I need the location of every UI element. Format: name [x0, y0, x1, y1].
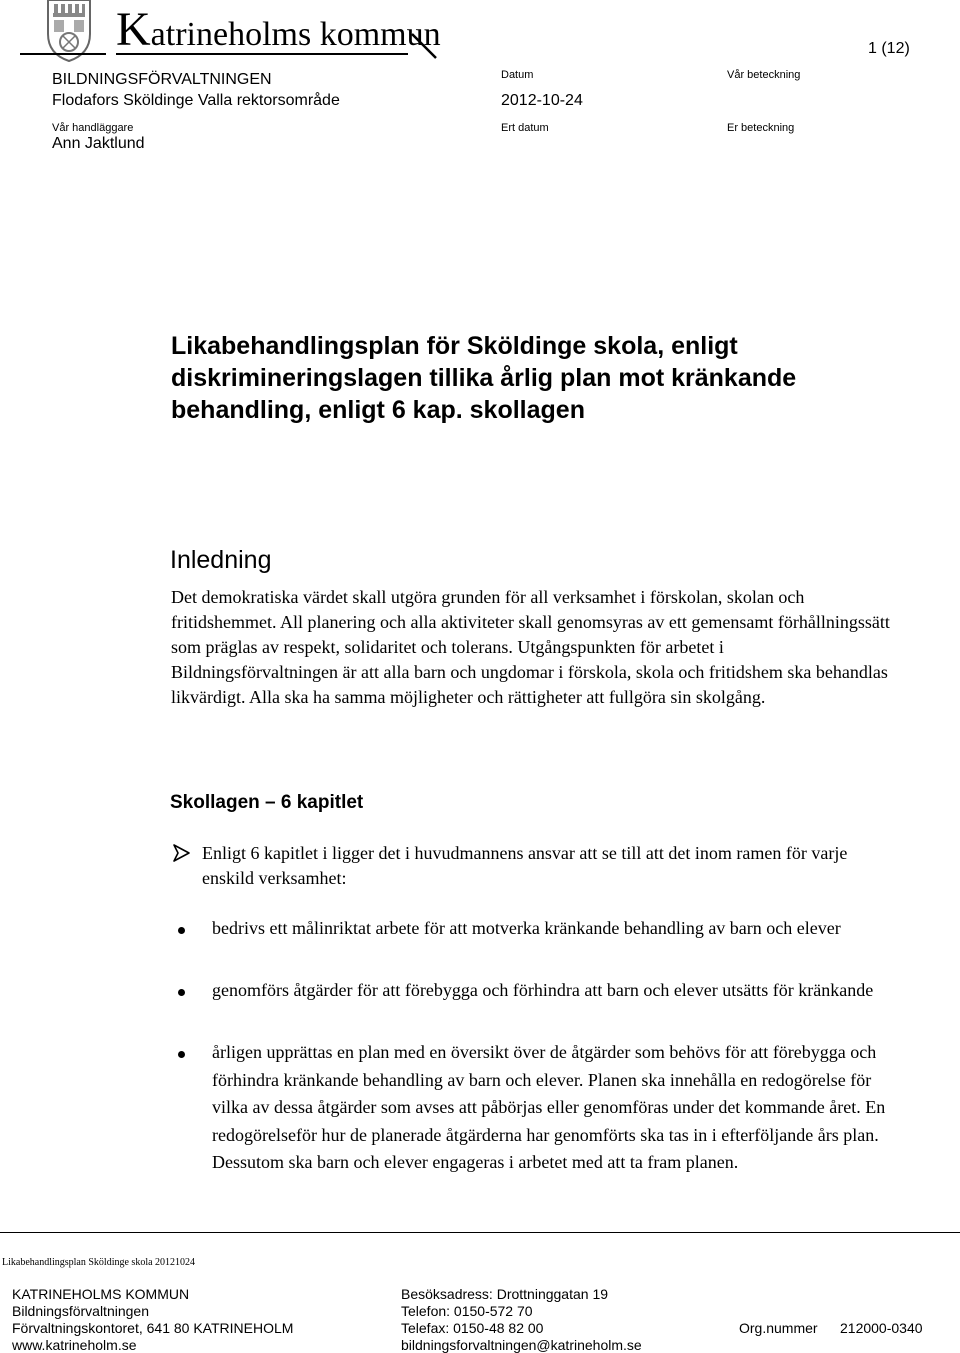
- page-number: 1 (12): [868, 40, 910, 57]
- bullet-item-1: bedrivs ett målinriktat arbete för att motverka kränkande behandling av barn och elever: [212, 918, 841, 938]
- var-beteckning-label: Vår beteckning: [727, 69, 801, 81]
- intro-heading: Inledning: [170, 546, 272, 574]
- footer-phone: Telefon: 0150-572 70: [401, 1303, 533, 1319]
- bullet-item-3: årligen upprättas en plan med en översikt över de åtgärder som behövs för att förebygga och förhindra kränkande behandling av barn och elever. Planen ska innehålla en redogörelse för vilka av dessa åtgärder som avses att påbörjas eller genomföras under det kommande året. En redogörelseför hur de planerade åtgärderna har genomförts ska tas in i efterföljande års plan. Dessutom ska barn och elever engageras i arbetet med att ta fram planen.: [212, 1042, 886, 1172]
- footer-org-number: 212000-0340: [840, 1320, 923, 1336]
- footer-postal-address: Förvaltningskontoret, 641 80 KATRINEHOLM: [12, 1320, 294, 1336]
- datum-value: 2012-10-24: [501, 92, 583, 109]
- brand-underline-right: [116, 53, 408, 55]
- department-name: BILDNINGSFÖRVALTNINGEN: [52, 71, 272, 88]
- footer-doc-ref: Likabehandlingsplan Sköldinge skola 20121024: [2, 1257, 196, 1268]
- bullet-dot-icon: [178, 1051, 185, 1058]
- intro-sentence-2: All planering och alla aktiviteter skall genomsyras av ett gemensamt förhållningssätt som präglas av respekt, solidaritet och tolerans.: [171, 612, 890, 657]
- footer-org-number-label: Org.nummer: [739, 1320, 818, 1336]
- bullet-dot-icon: [178, 989, 185, 996]
- footer-visit-address: Besöksadress: Drottninggatan 19: [401, 1286, 609, 1302]
- bullet-dot-icon: [178, 927, 185, 934]
- intro-body: [171, 585, 891, 710]
- intro-sentence-1: Det demokratiska värdet skall utgöra grunden för all verksamhet i förskolan, skolan och fritidshemmet.: [171, 587, 805, 632]
- footer-fax: Telefax: 0150-48 82 00: [401, 1320, 544, 1336]
- arrow-item-text: Enligt 6 kapitlet i ligger det i huvudmannens ansvar att se till att det inom ramen för varje enskild verksamhet:: [202, 843, 848, 888]
- intro-sentence-3: Utgångspunkten för arbetet i Bildningsförvaltningen är att alla barn och ungdomar i förskola, skola och fritidshem ska behandlas likvärdigt. Alla ska ha samma möjligheter och rättigheter att fullgöra sin skolgång.: [171, 637, 888, 707]
- handlaggare-label: Vår handläggare: [52, 122, 134, 134]
- arrow-right-icon: [171, 842, 193, 864]
- footer-org-name: KATRINEHOLMS KOMMUN: [12, 1286, 190, 1302]
- area-name: Flodafors Sköldinge Valla rektorsområde: [52, 92, 340, 109]
- er-beteckning-label: Er beteckning: [727, 122, 795, 134]
- brand-underline-left: [20, 53, 106, 55]
- footer-department: Bildningsförvaltningen: [12, 1303, 149, 1319]
- brand-wordmark: Katrineholms kommun: [116, 3, 441, 56]
- ert-datum-label: Ert datum: [501, 122, 549, 134]
- footer-email-link[interactable]: bildningsforvaltningen@katrineholm.se: [401, 1337, 642, 1353]
- section-heading: Skollagen – 6 kapitlet: [170, 792, 364, 813]
- footer-divider: [0, 1232, 960, 1233]
- document-title: Likabehandlingsplan för Sköldinge skola, enligt diskrimineringslagen tillika årlig plan mot kränkande behandling, enligt 6 kap. skollagen: [171, 332, 797, 424]
- datum-label: Datum: [501, 69, 534, 81]
- bullet-item-2: genomförs åtgärder för att förebygga och förhindra att barn och elever utsätts för kränkande: [212, 980, 874, 1000]
- brand-slash-icon: [410, 32, 440, 62]
- handlaggare-value: Ann Jaktlund: [52, 135, 145, 152]
- footer-website-link[interactable]: www.katrineholm.se: [12, 1337, 137, 1353]
